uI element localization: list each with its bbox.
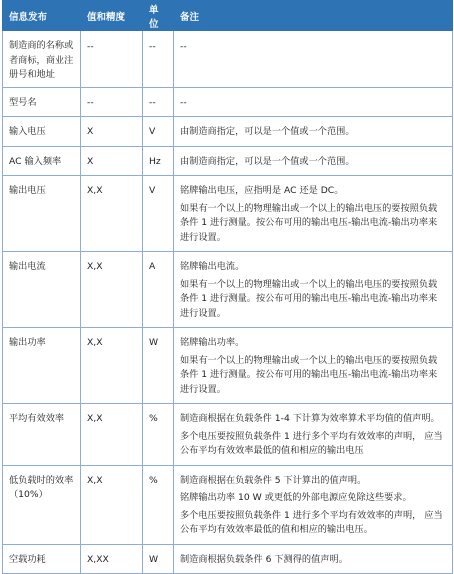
table-row: [3, 31, 453, 88]
cell-unit: W: [143, 544, 174, 574]
cell-value: X: [81, 117, 143, 147]
table-row: [3, 328, 453, 404]
note-text: 如果有一个以上的物理输出或一个以上的输出电压的要按照负载条件 1 进行测量。按公布可用的输出电压-输出电流-输出功率来进行设置。: [180, 354, 438, 395]
table-row: [3, 252, 453, 328]
cell-unit: --: [143, 87, 174, 117]
specification-table: [2, 0, 453, 574]
cell-value: X,X: [81, 328, 143, 404]
table-row: [3, 176, 453, 252]
cell-info: 平均有效效率: [3, 404, 81, 466]
cell-notes: [174, 31, 453, 88]
note-text: 如果有一个以上的物理输出或一个以上的输出电压的要按照负载条件 1 进行测量。按公布可用的输出电压-输出电流-输出功率来进行设置。: [180, 278, 438, 319]
cell-unit: W: [143, 328, 174, 404]
cell-info: 低负载时的效率（10%）: [3, 465, 81, 544]
header-unit: 单位: [143, 1, 174, 31]
note-text: 铭牌输出电压，应指明是 AC 还是 DC。: [180, 185, 344, 196]
cell-unit: A: [143, 252, 174, 328]
cell-unit: %: [143, 404, 174, 466]
header-notes: 备注: [174, 1, 453, 31]
cell-value: X,X: [81, 404, 143, 466]
table-row: [3, 117, 453, 147]
cell-value: X,X: [81, 176, 143, 252]
cell-info: AC 输入频率: [3, 146, 81, 176]
note-text: --: [180, 96, 187, 108]
table-row: [3, 146, 453, 176]
cell-notes: [174, 146, 453, 176]
cell-info: 空载功耗: [3, 544, 81, 574]
cell-unit: %: [143, 465, 174, 544]
cell-notes: [174, 404, 453, 466]
note-text: 制造商根据负载条件 6 下测得的值声明。: [180, 553, 348, 565]
table-row: [3, 544, 453, 574]
cell-notes: [174, 465, 453, 544]
cell-notes: [174, 87, 453, 117]
note-text: 由制造商指定，可以是一个值或一个范围。: [180, 126, 355, 137]
cell-info: 型号名: [3, 87, 81, 117]
cell-info: 制造商的名称或者商标，商业注册号和地址: [3, 31, 81, 88]
cell-value: X,XX: [81, 544, 143, 574]
cell-value: --: [81, 87, 143, 117]
note-text: 多个电压要按照负载条件 1 进行多个平均有效效率的声明， 应当公布平均有效效率最低的值和相应的输出电压。: [180, 509, 443, 535]
cell-info: 输出电压: [3, 176, 81, 252]
table-row: [3, 465, 453, 544]
cell-value: --: [81, 31, 143, 88]
note-text: 铭牌输出电流。: [180, 261, 245, 272]
note-text: 由制造商指定，可以是一个值或一个范围。: [180, 155, 355, 167]
header-info: 信息发布: [3, 1, 81, 31]
cell-info: 输入电压: [3, 117, 81, 147]
table-header-row: [3, 1, 453, 31]
cell-notes: [174, 252, 453, 328]
cell-unit: V: [143, 117, 174, 147]
note-text: 制造商根据在负载条件 5 下计算出的值声明。: [180, 474, 367, 486]
note-text: 铭牌输出功率。: [180, 337, 245, 348]
note-text: --: [180, 41, 187, 52]
cell-unit: V: [143, 176, 174, 252]
table-row: [3, 404, 453, 466]
note-text: 如果有一个以上的物理输出或一个以上的输出电压的要按照负载条件 1 进行测量。按公布可用的输出电压-输出电流-输出功率来进行设置。: [180, 202, 438, 243]
note-text: 铭牌输出功率 10 W 或更低的外部电源应免除这些要求。: [180, 492, 412, 503]
cell-value: X,X: [81, 252, 143, 328]
cell-notes: [174, 176, 453, 252]
cell-notes: [174, 117, 453, 147]
cell-value: X: [81, 146, 143, 176]
cell-notes: [174, 328, 453, 404]
cell-value: X,X: [81, 465, 143, 544]
cell-unit: Hz: [143, 146, 174, 176]
cell-info: 输出电流: [3, 252, 81, 328]
note-text: 多个电压要按照负载条件 1 进行多个平均有效效率的声明， 应当公布平均有效效率最低的值和相应的输出电压: [180, 430, 443, 456]
cell-notes: [174, 544, 453, 574]
header-value: 值和精度: [81, 1, 143, 31]
note-text: 制造商根据在负载条件 1-4 下计算为效率算术平均值的值声明。: [180, 413, 440, 424]
cell-info: 输出功率: [3, 328, 81, 404]
cell-unit: --: [143, 31, 174, 88]
table-row: [3, 87, 453, 117]
